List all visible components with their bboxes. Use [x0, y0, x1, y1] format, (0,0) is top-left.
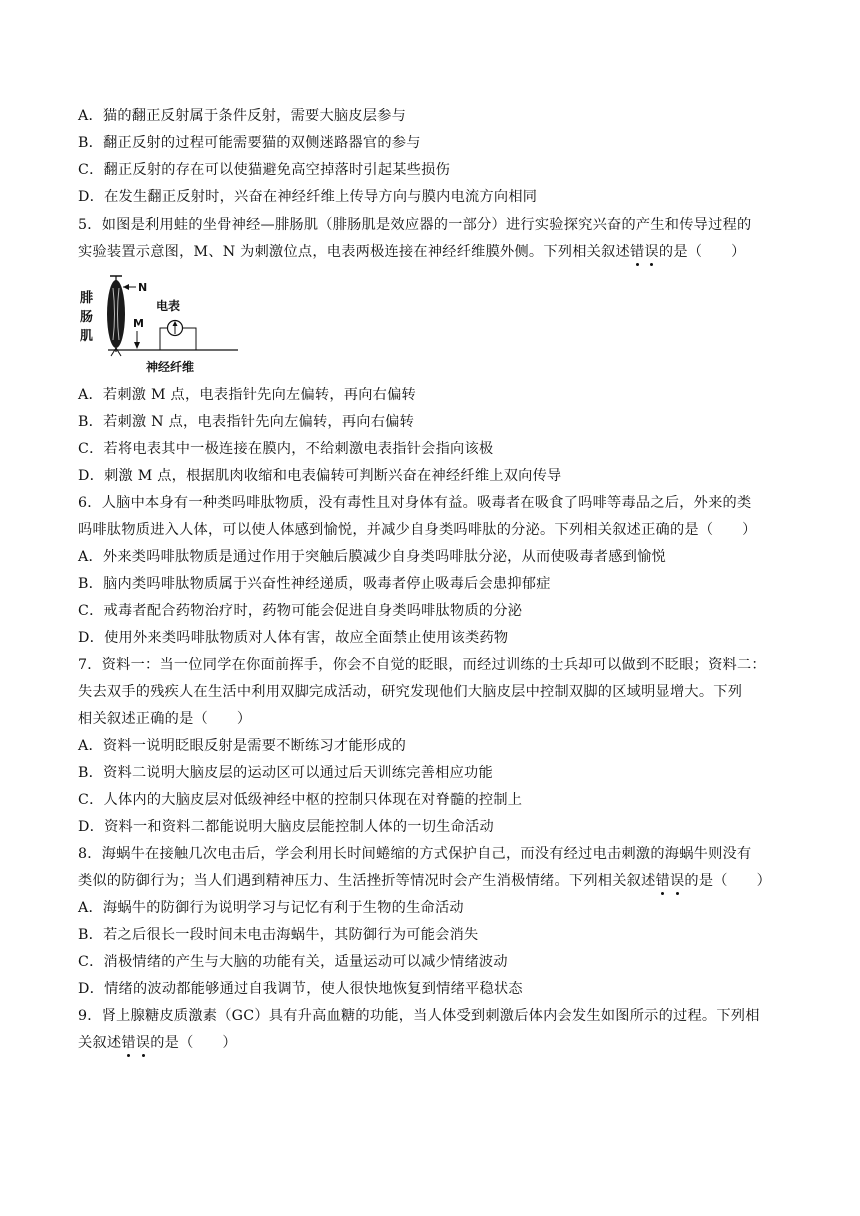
q7-option-b: B．资料二说明大脑皮层的运动区可以通过后天训练完善相应功能 [78, 765, 493, 781]
emphasis-dot-char: 误 [644, 244, 659, 260]
nerve-fiber-label: 神经纤维 [146, 360, 195, 374]
q7-stem-line3: 相关叙述正确的是（ ） [78, 711, 252, 727]
meter-label: 电表 [156, 299, 181, 313]
q5-option-d: D．刺激 M 点，根据肌肉收缩和电表偏转可判断兴奋在神经纤维上双向传导 [78, 468, 562, 484]
q6-stem-line1: 6．人脑中本身有一种类吗啡肽物质，没有毒性且对身体有益。吸毒者在吸食了吗啡等毒品之后，外来的类 [78, 495, 752, 511]
q7-option-d: D．资料一和资料二都能说明大脑皮层能控制人体的一切生命活动 [78, 819, 494, 835]
q5-stem-line2: 实验装置示意图，M、N 为刺激位点，电表两极连接在神经纤维膜外侧。下列相关叙述错误的是（ ） [78, 244, 746, 260]
q5-option-a: A．若刺激 M 点，电表指针先向左偏转，再向右偏转 [78, 387, 416, 403]
q8-stem-line1: 8．海蜗牛在接触几次电击后，学会利用长时间蜷缩的方式保护自己，而没有经过电击刺激的海蜗牛则没有 [78, 846, 752, 862]
q8-option-b: B．若之后很长一段时间未电击海蜗牛，其防御行为可能会消失 [78, 927, 479, 943]
muscle-label-char: 腓 [80, 291, 94, 306]
gastrocnemius-muscle [107, 280, 125, 348]
q8-option-d: D．情绪的波动都能够通过自我调节，使人很快地恢复到情绪平稳状态 [78, 981, 523, 997]
q6-option-b: B．脑内类吗啡肽物质属于兴奋性神经递质，吸毒者停止吸毒后会患抑郁症 [78, 576, 551, 592]
q6-option-d: D．使用外来类吗啡肽物质对人体有害，故应全面禁止使用该类药物 [78, 630, 509, 646]
q4-option-d: D．在发生翻正反射时，兴奋在神经纤维上传导方向与膜内电流方向相同 [78, 189, 538, 205]
emphasis-dot-char: 误 [669, 873, 685, 889]
q4-option-a: A．猫的翻正反射属于条件反射，需要大脑皮层参与 [78, 108, 407, 124]
muscle-label-char: 肌 [80, 329, 94, 344]
q7-stem-line2: 失去双手的残疾人在生活中利用双脚完成活动，研究发现他们大脑皮层中控制双脚的区域明显增大。下列 [78, 684, 743, 700]
q6-option-a: A．外来类吗啡肽物质是通过作用于突触后膜减少自身类吗啡肽分泌，从而使吸毒者感到愉悦 [78, 549, 666, 565]
q4-option-b: B．翻正反射的过程可能需要猫的双侧迷路器官的参与 [78, 135, 421, 151]
q9-stem-line1: 9．肾上腺糖皮质激素（GC）具有升高血糖的功能，当人体受到刺激后体内会发生如图所示的过程。下列相 [78, 1008, 760, 1024]
point-n-label: N [138, 281, 148, 294]
q7-option-a: A．资料一说明眨眼反射是需要不断练习才能形成的 [78, 738, 407, 754]
q5-stem-line1: 5．如图是利用蛙的坐骨神经—腓肠肌（腓肠肌是效应器的一部分）进行实验探究兴奋的产生和传导过程的 [78, 217, 752, 233]
q7-option-c: C．人体内的大脑皮层对低级神经中枢的控制只体现在对脊髓的控制上 [78, 792, 523, 808]
emphasis-dot-char: 错 [629, 244, 645, 260]
point-m-label: M [133, 317, 144, 330]
q7-stem-line1: 7．资料一：当一位同学在你面前挥手，你会不自觉的眨眼，而经过训练的士兵却可以做到不眨眼；资料二： [78, 657, 766, 673]
q5-apparatus-figure [78, 270, 243, 380]
q5-option-b: B．若刺激 N 点，电表指针先向左偏转，再向右偏转 [78, 414, 415, 430]
emphasis-dot-char: 错 [655, 873, 670, 889]
q4-option-c: C．翻正反射的存在可以使猫避免高空掉落时引起某些损伤 [78, 162, 451, 178]
q9-stem-line2: 关叙述错误的是（ ） [78, 1035, 237, 1051]
q6-option-c: C．戒毒者配合药物治疗时，药物可能会促进自身类吗啡肽物质的分泌 [78, 603, 523, 619]
muscle-label-char: 肠 [80, 310, 94, 325]
q5-option-c: C．若将电表其中一极连接在膜内，不给刺激电表指针会指向该极 [78, 441, 494, 457]
q8-option-c: C．消极情绪的产生与大脑的功能有关，适量运动可以减少情绪波动 [78, 954, 508, 970]
emphasis-dot-char: 错 [121, 1035, 136, 1051]
q8-stem-line2: 类似的防御行为；当人们遇到精神压力、生活挫折等情况时会产生消极情绪。下列相关叙述错误的是（ ） [78, 873, 772, 889]
q6-stem-line2: 吗啡肽物质进入人体，可以使人体感到愉悦，并减少自身类吗啡肽的分泌。下列相关叙述正确的是（ ） [78, 522, 757, 538]
emphasis-dot-char: 误 [135, 1035, 151, 1051]
q8-option-a: A．海蜗牛的防御行为说明学习与记忆有利于生物的生命活动 [78, 900, 464, 916]
